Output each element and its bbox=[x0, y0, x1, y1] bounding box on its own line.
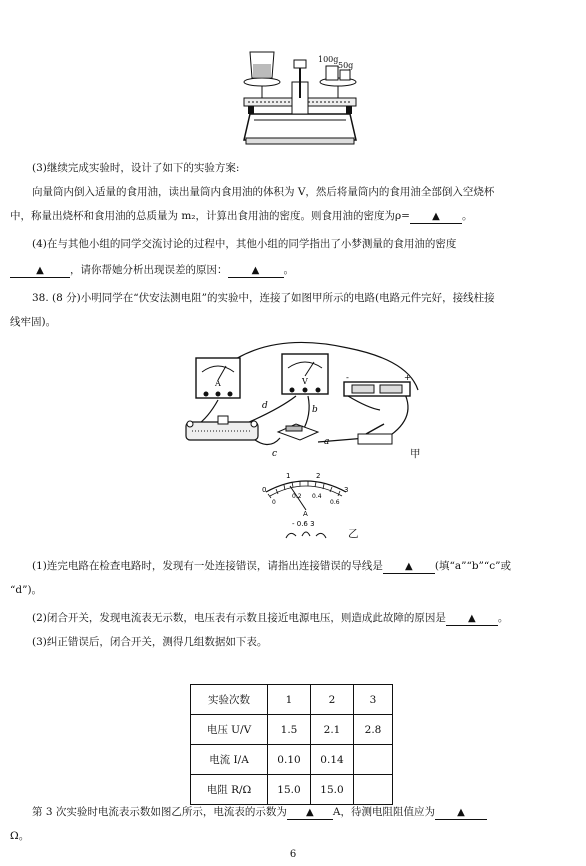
weight-label-100g: 100g bbox=[318, 55, 339, 64]
table-header-row bbox=[191, 685, 393, 715]
q38-part1-prompt: (1)连完电路在检查电路时，发现有一处连接错误，请指出连接错误的导线是 bbox=[32, 560, 383, 572]
q38-stem-line1: 38. (8 分)小明同学在“伏安法测电阻”的实验中，连接了如图甲所示的电路(电路元件完好，接线柱接 bbox=[32, 292, 495, 304]
table-header-cell: 2 bbox=[311, 685, 354, 715]
table-header-cell: 实验次数 bbox=[191, 685, 268, 715]
triangle-marker: ▲ bbox=[405, 561, 413, 572]
scale-top-3: 3 bbox=[344, 486, 349, 494]
scale-top-1: 1 bbox=[286, 472, 291, 480]
table-cell: 1.5 bbox=[268, 715, 311, 745]
q37-part3-line2-text: 中，称量出烧杯和食用油的总质量为 m₂，计算出食用油的密度。则食用油的密度为ρ= bbox=[10, 210, 410, 222]
table-row bbox=[191, 775, 393, 805]
table-cell: 15.0 bbox=[311, 775, 354, 805]
q38-part1-options: (填“a”“b”“c”或 bbox=[434, 560, 512, 572]
triangle-marker: ▲ bbox=[36, 265, 44, 276]
balance-figure bbox=[232, 42, 368, 146]
scale-bottom-0: 0 bbox=[272, 499, 276, 506]
q38-part1-line1 bbox=[32, 558, 576, 574]
triangle-marker: ▲ bbox=[432, 211, 440, 222]
period: 。 bbox=[461, 210, 473, 222]
q37-part4-line1: (4)在与其他小组的同学交流讨论的过程中，其他小组的同学指出了小梦测量的食用油的密度 bbox=[32, 238, 457, 250]
figure-caption-yi: 乙 bbox=[348, 528, 359, 540]
q38-part2-prompt: (2)闭合开关，发现电流表无示数，电压表有示数且接近电源电压，则造成此故障的原因是 bbox=[32, 612, 446, 624]
answer-blank-current[interactable] bbox=[287, 806, 333, 820]
table-cell: 15.0 bbox=[268, 775, 311, 805]
wire-label-b: b bbox=[312, 405, 318, 415]
answer-blank-resistance[interactable] bbox=[435, 806, 487, 820]
q37-part4-prompt: ，请你帮她分析出现误差的原因： bbox=[70, 264, 228, 276]
table-cell: 2.8 bbox=[354, 715, 393, 745]
q38-after-table-line2: Ω。 bbox=[10, 830, 30, 842]
wire-label-c: c bbox=[272, 449, 278, 459]
table-cell bbox=[354, 745, 393, 775]
q37-part3-line2 bbox=[10, 208, 576, 224]
answer-blank-density-error[interactable] bbox=[10, 264, 70, 278]
q38-part3: (3)纠正错误后，闭合开关，测得几组数据如下表。 bbox=[32, 636, 268, 648]
period: 。 bbox=[283, 264, 294, 276]
q38-resistance-prompt: A，待测电阻阻值应为 bbox=[332, 806, 435, 818]
voltmeter-letter: V bbox=[302, 377, 308, 386]
battery-plus: + bbox=[404, 373, 411, 382]
dial-terminals: - 0.6 3 bbox=[292, 520, 315, 528]
wire-label-a: a bbox=[324, 437, 330, 447]
page-number: 6 bbox=[289, 849, 297, 860]
period: 。 bbox=[497, 612, 509, 624]
data-table bbox=[190, 684, 393, 805]
scale-bottom-04: 0.4 bbox=[312, 493, 322, 500]
dial-unit: A bbox=[303, 510, 308, 518]
scale-bottom-06: 0.6 bbox=[330, 499, 340, 506]
answer-blank-wrong-wire[interactable] bbox=[383, 560, 435, 574]
answer-blank-error-reason[interactable] bbox=[228, 264, 284, 278]
q38-after-table-line1 bbox=[32, 804, 576, 820]
scale-bottom-02: 0.2 bbox=[292, 493, 302, 500]
weight-label-50g: 50g bbox=[338, 61, 354, 70]
table-header-cell: 3 bbox=[354, 685, 393, 715]
q38-current-prompt: 第 3 次实验时电流表示数如图乙所示，电流表的示数为 bbox=[32, 806, 287, 818]
table-row bbox=[191, 745, 393, 775]
table-cell bbox=[354, 775, 393, 805]
answer-blank-density[interactable] bbox=[410, 210, 462, 224]
q38-part2 bbox=[32, 610, 576, 626]
ammeter-letter: A bbox=[215, 379, 221, 388]
triangle-marker: ▲ bbox=[251, 265, 260, 276]
q37-part3-label: (3)继续完成实验时，设计了如下的实验方案: bbox=[32, 162, 240, 174]
triangle-marker: ▲ bbox=[457, 807, 465, 818]
scale-top-2: 2 bbox=[316, 472, 321, 480]
q38-part1-line2: “d”)。 bbox=[10, 584, 43, 596]
table-cell: 电压 U/V bbox=[191, 715, 268, 745]
answer-blank-fault-reason[interactable] bbox=[446, 612, 498, 626]
scale-top-0: 0 bbox=[262, 486, 267, 494]
table-cell: 电阻 R/Ω bbox=[191, 775, 268, 805]
ammeter-dial-figure-yi bbox=[256, 464, 356, 544]
triangle-marker: ▲ bbox=[468, 613, 476, 624]
table-cell: 0.10 bbox=[268, 745, 311, 775]
q37-part3-line1: 向量筒内倒入适量的食用油，读出量筒内食用油的体积为 V，然后将量筒内的食用油全部倒入空烧杯 bbox=[32, 186, 495, 198]
figure-caption-jia: 甲 bbox=[410, 448, 421, 460]
triangle-marker: ▲ bbox=[306, 807, 314, 818]
table-cell: 2.1 bbox=[311, 715, 354, 745]
table-cell: 0.14 bbox=[311, 745, 354, 775]
q38-stem-line2: 线牢固)。 bbox=[10, 316, 57, 328]
table-header-cell: 1 bbox=[268, 685, 311, 715]
wire-label-d: d bbox=[262, 401, 268, 411]
circuit-figure-jia bbox=[178, 340, 428, 468]
q37-part4-line2 bbox=[10, 262, 576, 278]
table-row bbox=[191, 715, 393, 745]
table-cell: 电流 I/A bbox=[191, 745, 268, 775]
battery-minus: - bbox=[346, 373, 349, 382]
